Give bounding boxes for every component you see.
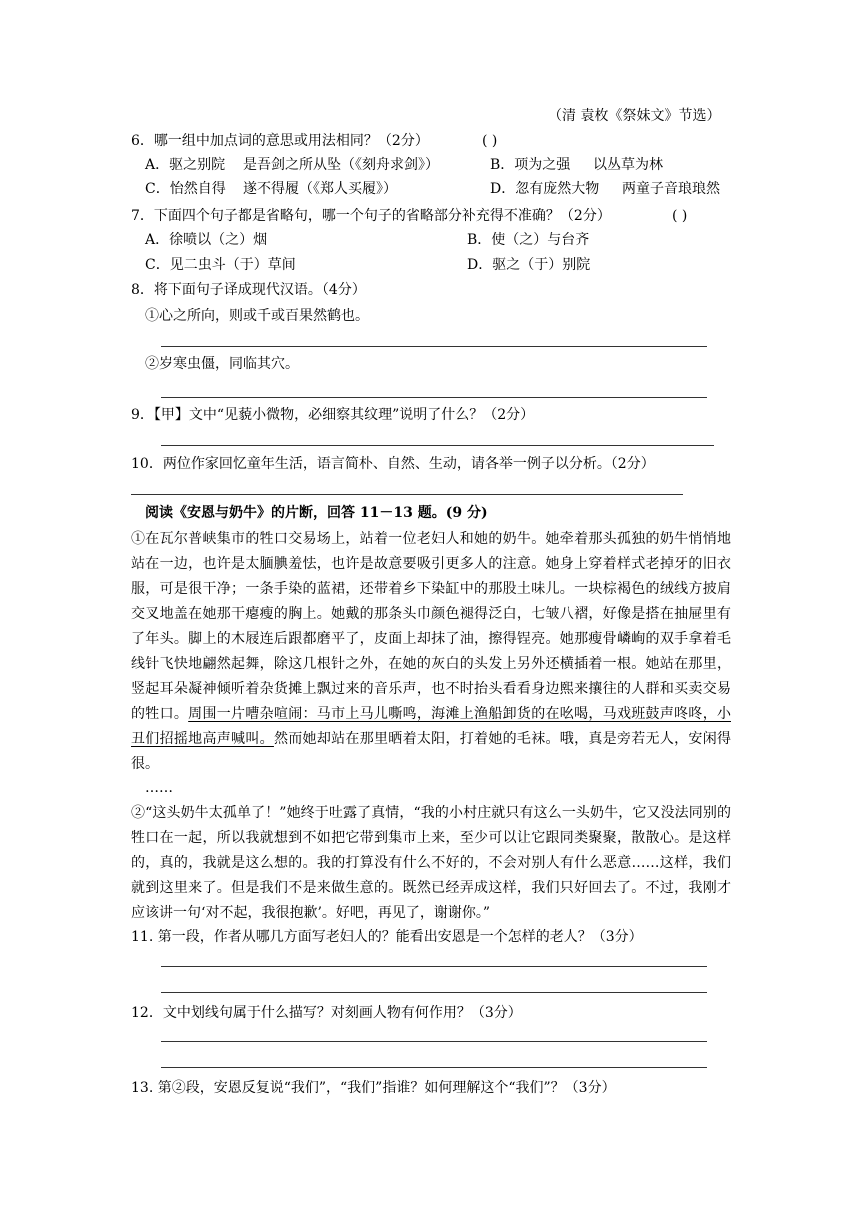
ellipsis: ……: [145, 780, 173, 796]
paragraph-1-text-b: 然而她却站在那里晒着太阳，打着她的毛袜。哦，真是旁若无人，安闲得很。: [131, 731, 732, 772]
q6-option-c-2: 遂不得履（《郑人买履》）: [243, 181, 397, 197]
reading-heading: 阅读《安恩与奶牛》的片断，回答 11－13 题。(9 分): [145, 505, 488, 521]
q13-stem: 13. 第②段，安恩反复说“我们”，“我们”指谁？如何理解这个“我们”？（3分）: [131, 1080, 616, 1096]
q11-answer-line-2[interactable]: [161, 992, 707, 993]
reading-paragraph-2: ②“这头奶牛太孤单了！”她终于吐露了真情，“我的小村庄就只有这么一头奶牛，它又没法同别的牲口在一起，所以我就想到不如把它带到集市上来，至少可以让它跟同类聚聚，散散心。是这样的，真的，我就是这么想的。我的打算没有什么不好的，不会对别人有什么恶意……这样，我们就到这里来了。但是我们不是来做生意的。既然已经弄成这样，我们只好回去了。不过，我刚才应该讲一句‘对不起，我很抱歉’。好吧，再见了，谢谢你。”: [131, 805, 731, 921]
q7-stem: 7．下面四个句子都是省略句，哪一个句子的省略部分补充得不准确？（2分）: [131, 208, 611, 224]
q11-answer-line-1[interactable]: [161, 966, 707, 967]
q12-answer-line-1[interactable]: [161, 1041, 707, 1042]
q10-stem: 10．两位作家回忆童年生活，语言简朴、自然、生动，请各举一例子以分析。（2分）: [131, 456, 655, 472]
q6-stem: 6．哪一组中加点词的意思或用法相同？（2分）: [131, 133, 429, 149]
q11-stem: 11. 第一段，作者从哪几方面写老妇人的？能看出安恩是一个怎样的老人？（3分）: [131, 929, 643, 945]
q6-option-d-1: D．忽有庞然大物: [490, 181, 600, 197]
q6-option-c-1: C．怡然自得: [145, 181, 226, 197]
q12-stem: 12．文中划线句属于什么描写？对刻画人物有何作用？（3分）: [131, 1005, 522, 1021]
q8-sentence-1: ①心之所向，则或千或百果然鹤也。: [145, 308, 369, 324]
q9-stem: 9．【甲】文中“见藐小微物，必细察其纹理”说明了什么？（2分）: [131, 407, 535, 423]
q8-stem: 8．将下面句子译成现代汉语。（4分）: [131, 282, 366, 298]
q7-option-c: C．见二虫斗（于）草间: [145, 257, 296, 273]
q7-answer-paren: ( ): [672, 208, 688, 224]
underlined-sentence: 周围一片嘈杂喧闹：马市上马儿嘶鸣，海滩上渔船卸货的在吆喝，马戏班鼓声咚咚，小丑们招摇地高声喊叫。: [131, 706, 731, 747]
q9-answer-line[interactable]: [161, 445, 714, 446]
q6-option-a-1: A．驱之别院: [145, 157, 226, 173]
q10-answer-line[interactable]: [131, 494, 683, 495]
q7-option-b: B．使（之）与台齐: [467, 232, 590, 248]
q12-answer-line-2[interactable]: [161, 1067, 707, 1068]
q6-option-b-2: 以丛草为林: [593, 157, 663, 173]
q6-answer-paren: ( ): [482, 133, 498, 149]
q7-option-d: D．驱之（于）别院: [467, 257, 591, 273]
q6-option-a-2: 是吾剑之所从坠（《刻舟求剑》）: [243, 157, 439, 173]
q7-option-a: A．徐喷以（之）烟: [145, 232, 268, 248]
q8-answer-line-2[interactable]: [161, 397, 707, 398]
q8-sentence-2: ②岁寒虫僵，同临其穴。: [145, 356, 299, 372]
paragraph-1-text-a: ①在瓦尔普峡集市的牲口交易场上，站着一位老妇人和她的奶牛。她牵着那头孤独的奶牛悄悄地站在一边，也许是太腼腆羞怯，也许是故意要吸引更多人的注意。她身上穿着样式老掉牙的旧衣服，可是很干净；一条手染的蓝裙，还带着乡下染缸中的那股土味儿。一块棕褐色的绒线方披肩交叉地盖在她那干瘪瘦的胸上。她戴的那条头巾颜色褪得泛白，七皱八褶，好像是搭在抽屉里有了年头。脚上的木屐连后跟都磨平了，皮面上却抹了油，擦得锃亮。她那瘦骨嶙峋的双手拿着毛线针飞快地翩然起舞，除这几根针之外，在她的灰白的头发上另外还横插着一根。她站在那里，竖起耳朵凝神倾听着杂货摊上飘过来的音乐声，也不时抬头看看身边熙来攘往的人群和买卖交易的牲口。: [131, 531, 731, 722]
source-citation: （清 袁枚《祭妹文》节选）: [548, 108, 721, 124]
q6-option-b-1: B．项为之强: [490, 157, 571, 173]
q6-option-d-2: 两童子音琅琅然: [622, 181, 720, 197]
q8-answer-line-1[interactable]: [161, 346, 707, 347]
reading-paragraph-1: [131, 527, 731, 777]
